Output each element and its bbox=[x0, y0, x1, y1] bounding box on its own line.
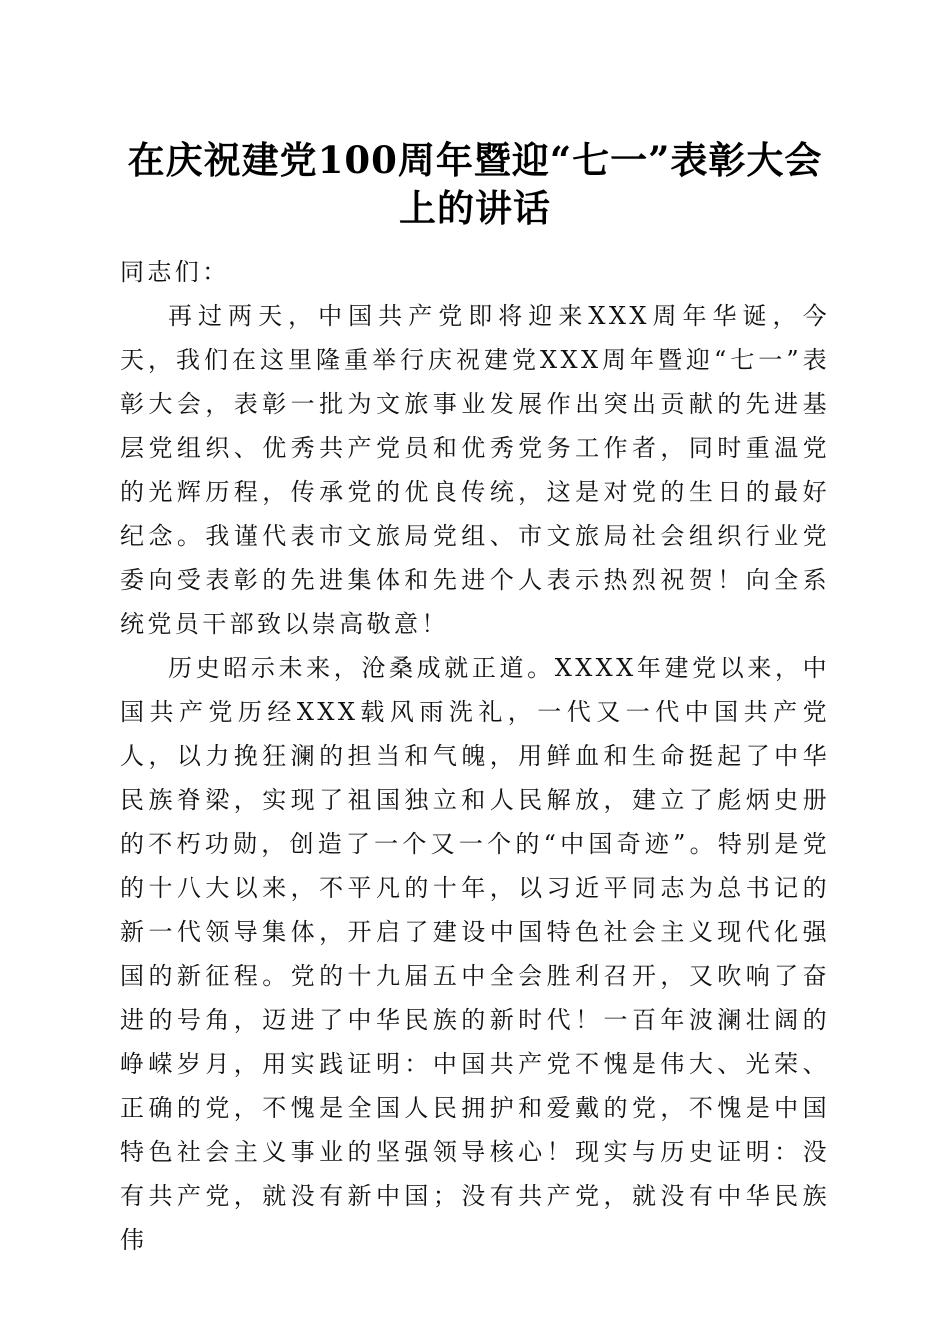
speech-body bbox=[120, 250, 830, 1262]
paragraph-2: 历史昭示未来，沧桑成就正道。XXXX年建党以来，中国共产党历经XXX载风雨洗礼，一代又一代中国共产党人，以力挽狂澜的担当和气魄，用鲜血和生命挺起了中华民族脊梁，实现了祖国独立和人民解放，建立了彪炳史册的不朽功勋，创造了一个又一个的“中国奇迹”。特别是党的十八大以来，不平凡的十年，以习近平同志为总书记的新一代领导集体，开启了建设中国特色社会主义现代化强国的新征程。党的十九届五中全会胜利召开，又吹响了奋进的号角，迈进了中华民族的新时代！一百年波澜壮阔的峥嵘岁月，用实践证明：中国共产党不愧是伟大、光荣、正确的党，不愧是全国人民拥护和爱戴的党，不愧是中国特色社会主义事业的坚强领导核心！现实与历史证明：没有共产党，就没有新中国；没有共产党，就没有中华民族伟 bbox=[120, 654, 830, 1254]
salutation: 同志们： bbox=[120, 258, 230, 286]
page-title: 在庆祝建党100周年暨迎“七一”表彰大会上的讲话 bbox=[127, 138, 823, 230]
paragraph-1: 再过两天，中国共产党即将迎来XXX周年华诞，今天，我们在这里隆重举行庆祝建党XXX周年暨迎“七一”表彰大会，表彰一批为文旅事业发展作出突出贡献的先进基层党组织、优秀共产党员和优秀党务工作者，同时重温党的光辉历程，传承党的优良传统，这是对党的生日的最好纪念。我谨代表市文旅局党组、市文旅局社会组织行业党委向受表彰的先进集体和先进个人表示热烈祝贺！向全系统党员干部致以崇高敬意！ bbox=[120, 302, 830, 638]
